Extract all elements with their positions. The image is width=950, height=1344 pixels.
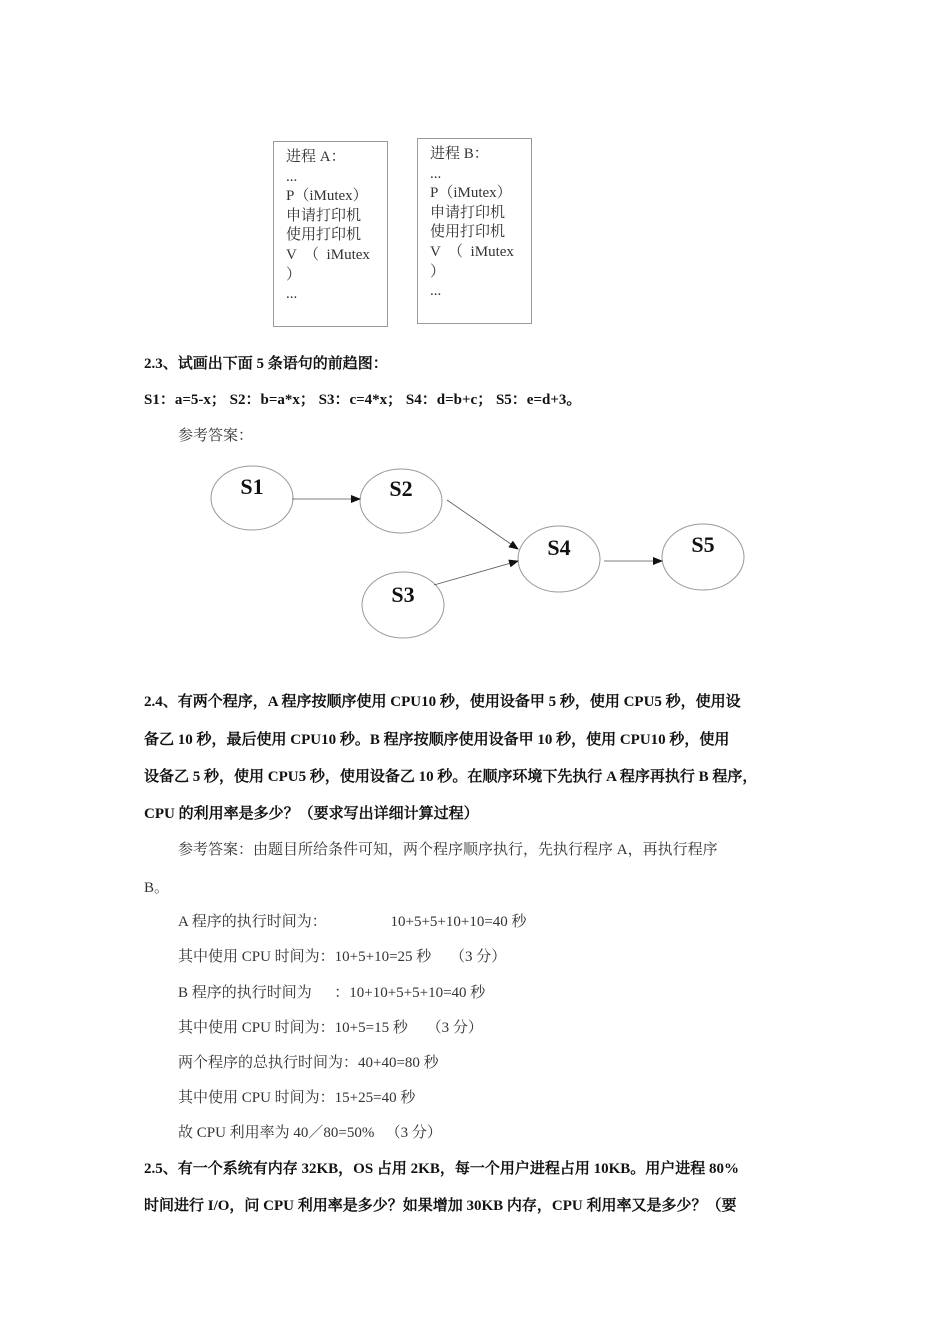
answer-2-4-line2: B。 (144, 880, 170, 896)
calc-line: 其中使用 CPU 时间为：15+25=40 秒 (178, 1090, 416, 1106)
question-2-4-line: 2.4、有两个程序，A 程序按顺序使用 CPU10 秒，使用设备甲 5 秒，使用 CPU5 秒，使用设 (144, 694, 741, 710)
process-b-line: 进程 B： (430, 146, 489, 162)
edge-s2-s4 (447, 500, 518, 549)
answer-2-4-line1: 参考答案：由题目所给条件可知，两个程序顺序执行，先执行程序 A，再执行程序 (178, 842, 718, 858)
process-b-line: ） (430, 263, 446, 280)
process-a-line: V （ iMutex (286, 246, 370, 263)
calc-line: 其中使用 CPU 时间为：10+5+10=25 秒 （3 分） (178, 949, 507, 965)
node-label-s1: S1 (240, 474, 264, 499)
calc-line: 其中使用 CPU 时间为：10+5=15 秒 （3 分） (178, 1020, 483, 1036)
calc-line: B 程序的执行时间为 ：10+10+5+5+10=40 秒 (178, 985, 486, 1001)
calc-line: 两个程序的总执行时间为：40+40=80 秒 (178, 1055, 439, 1071)
process-a-box (273, 141, 388, 327)
node-label-s3: S3 (391, 582, 415, 607)
process-a-line: P（iMutex） (286, 188, 368, 205)
process-a-line: ... (286, 286, 298, 303)
process-a-line: 使用打印机 (286, 227, 362, 244)
calc-line: 故 CPU 利用率为 40／80=50% （3 分） (178, 1125, 442, 1141)
process-a-line: 申请打印机 (286, 207, 362, 224)
question-2-3-title: 2.3、试画出下面 5 条语句的前趋图： (144, 356, 388, 372)
edge-s3-s4 (434, 561, 518, 585)
question-2-4-line: CPU 的利用率是多少？（要求写出详细计算过程） (144, 806, 479, 822)
process-b-line: ... (430, 165, 442, 182)
process-a-line: ） (286, 266, 302, 283)
question-2-4-line: 备乙 10 秒，最后使用 CPU10 秒。B 程序按顺序使用设备甲 10 秒，使用 CPU10 秒，使用 (144, 732, 730, 748)
process-a-line: ... (286, 168, 298, 185)
process-b-line: P（iMutex） (430, 185, 512, 202)
process-b-line: 使用打印机 (430, 224, 506, 241)
answer-label: 参考答案： (178, 428, 254, 444)
precedence-graph (0, 455, 950, 655)
node-label-s4: S4 (547, 535, 571, 560)
node-label-s2: S2 (389, 476, 413, 501)
process-b-line: ... (430, 283, 442, 300)
process-a-line: 进程 A： (286, 149, 346, 165)
process-b-line: 申请打印机 (430, 204, 506, 221)
node-label-s5: S5 (691, 532, 715, 557)
question-2-5-line: 时间进行 I/O，问 CPU 利用率是多少？如果增加 30KB 内存，CPU 利用率又是多少？（要 (144, 1198, 737, 1214)
question-2-5-line: 2.5、有一个系统有内存 32KB，OS 占用 2KB，每一个用户进程占用 10KB。用户进程 80% (144, 1161, 740, 1177)
process-b-line: V （ iMutex (430, 243, 514, 260)
calc-line: A 程序的执行时间为： 10+5+5+10+10=40 秒 (178, 914, 527, 930)
question-2-4-line: 设备乙 5 秒，使用 CPU5 秒，使用设备乙 10 秒。在顺序环境下先执行 A 程序再执行 B 程序， (144, 769, 758, 785)
question-2-3-statements: S1：a=5-x； S2：b=a*x； S3：c=4*x； S4：d=b+c； S5：e=d+3。 (144, 392, 582, 408)
process-b-box (417, 138, 532, 324)
